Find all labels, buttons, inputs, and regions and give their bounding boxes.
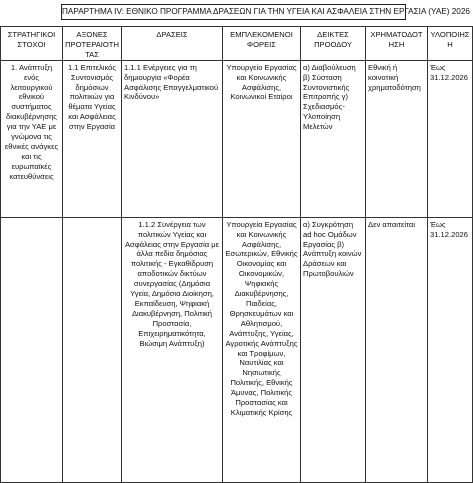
- bodies-cell: Υπουργείο Εργασίας και Κοινωνικής Ασφάλισης, Κοινωνικοί Εταίροι: [223, 60, 301, 217]
- implementation-cell: Έως 31.12.2026: [428, 217, 473, 482]
- implementation-cell: Έως 31.12.2026: [428, 60, 473, 217]
- action-plan-table: [0, 26, 473, 483]
- header-implementation: ΥΛΟΠΟΙΗΣΗ: [428, 27, 473, 61]
- axis-cell: [63, 217, 122, 482]
- axis-cell: 1.1 Επιτελικός Συντονισμός δημόσιων πολιτικών για θέματα Υγείας και Ασφάλειας στην Εργασία: [63, 60, 122, 217]
- goal-cell: [1, 217, 63, 482]
- indicators-cell: α) Διαβούλευση β) Σύσταση Συντονιστικής Επιτροπής γ) Σχεδιασμός-Υλοποίηση Μελετών: [301, 60, 366, 217]
- header-bodies: ΕΜΠΛΕΚΟΜΕΝΟΙ ΦΟΡΕΙΣ: [223, 27, 301, 61]
- header-indicators: ΔΕΙΚΤΕΣ ΠΡΟΟΔΟΥ: [301, 27, 366, 61]
- header-funding: ΧΡΗΜΑΤΟΔΟΤΗΣΗ: [366, 27, 428, 61]
- table-row: [1, 60, 473, 217]
- action-cell: 1.1.1 Ενέργειες για τη δημιουργία «Φορέα Ασφάλισης Επαγγελματικού Κινδύνου»: [122, 60, 223, 217]
- annex-title: ΠΑΡΑΡΤΗΜΑ IV: ΕΘΝΙΚΟ ΠΡΟΓΡΑΜΜΑ ΔΡΑΣΕΩΝ ΓΙΑ ΤΗΝ ΥΓΕΙΑ ΚΑΙ ΑΣΦΑΛΕΙΑ ΣΤΗΝ ΕΡΓΑΣΙΑ (ΥΑΕ) 2026: [61, 4, 406, 20]
- goal-cell: 1. Ανάπτυξη ενός λειτουργικού εθνικού συστήματος διακυβέρνησης για την ΥΑΕ με γνώμονα τις εθνικές ανάγκες και τις ευρωπαϊκές κατευθύνσεις: [1, 60, 63, 217]
- indicators-cell: α) Συγκρότηση ad hoc Ομάδων Εργασίας β) Ανάπτυξη κοινών Δράσεων και Πρωτοβουλιών: [301, 217, 366, 482]
- funding-cell: Εθνική ή κοινοτική χρηματοδότηση: [366, 60, 428, 217]
- table-row: [1, 217, 473, 482]
- table-header-row: [1, 27, 473, 61]
- action-cell: 1.1.2 Συνέργεια των πολιτικών Υγείας και Ασφάλειας στην Εργασία με άλλα πεδία δημόσιας πολιτικής - Εγκαθίδρυση αποδοτικών δικτύων συνεργασίας (Δημόσια Υγεία, Δημόσια Διοίκηση, Εκπαίδευση, Ψηφιακή Διακυβέρνηση, Πολιτική Προστασία, Επιχειρηματικότητα, Βιώσιμη Ανάπτυξη): [122, 217, 223, 482]
- header-axes: ΑΞΟΝΕΣ ΠΡΟΤΕΡΑΙΟΤΗΤΑΣ: [63, 27, 122, 61]
- header-actions: ΔΡΑΣΕΙΣ: [122, 27, 223, 61]
- header-goals: ΣΤΡΑΤΗΓΙΚΟΙ ΣΤΟΧΟΙ: [1, 27, 63, 61]
- bodies-cell: Υπουργεία Εργασίας και Κοινωνικής Ασφάλισης, Εσωτερικών, Εθνικής Οικονομίας και Οικονομικών, Ψηφιακής Διακυβέρνησης, Παιδείας, Θρησκευμάτων και Αθλητισμού, Ανάπτυξης, Υγείας, Αγροτικής Ανάπτυξης και Τροφίμων, Ναυτιλίας και Νησιωτικής Πολιτικής, Εθνικής Άμυνας, Πολιτικής Προστασίας και Κλιματικής Κρίσης: [223, 217, 301, 482]
- funding-cell: Δεν απαιτείται: [366, 217, 428, 482]
